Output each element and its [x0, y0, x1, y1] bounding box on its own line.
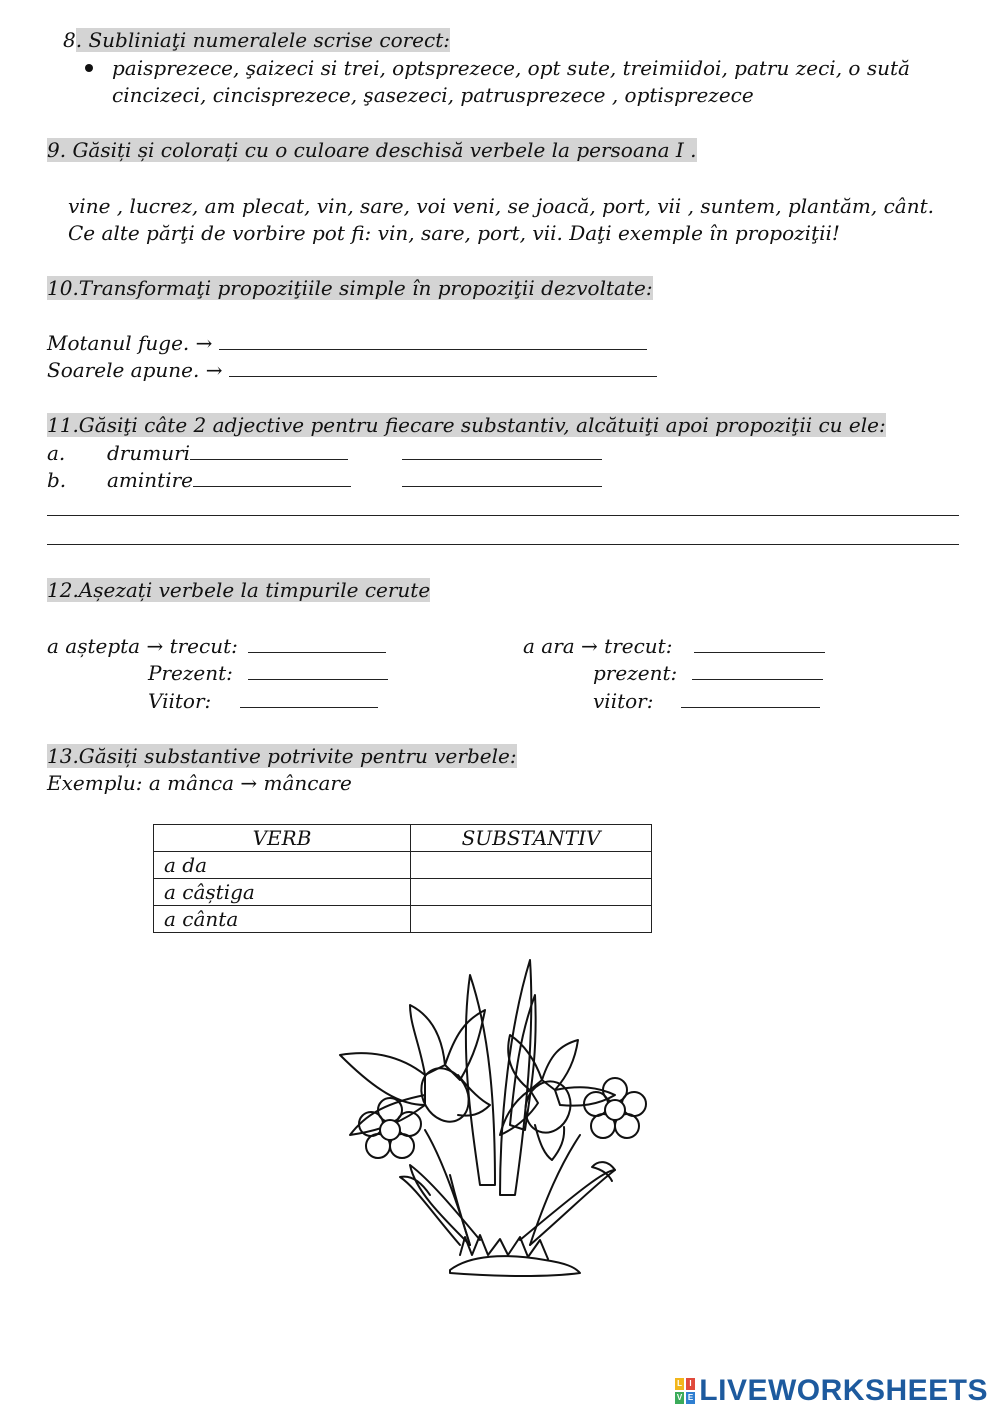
q12-left-past-answer[interactable]	[248, 634, 386, 653]
table-cell-verb: a da	[154, 852, 411, 879]
q10-item-2-answer-line[interactable]	[229, 358, 657, 377]
liveworksheets-logo	[675, 1374, 988, 1408]
q11-item-b-answer-2[interactable]	[402, 468, 602, 487]
brand-mark-letter: I	[686, 1378, 695, 1390]
flower-drawing-icon	[330, 955, 660, 1290]
table-cell-verb: a câștiga	[154, 879, 411, 906]
q11-item-b-label: b.	[47, 468, 67, 492]
bullet-icon	[85, 64, 93, 72]
brand-name: LIVEWORKSHEETS	[699, 1374, 988, 1407]
q10-heading	[47, 275, 653, 301]
q9-heading	[47, 137, 697, 163]
q9-question-line: Ce alte părţi de vorbire pot fi: vin, sare, port, vii. Daţi exemple în propoziţii!	[68, 221, 840, 245]
table-header-row	[154, 825, 652, 852]
q11-title: 11.Găsiţi câte 2 adjective pentru fiecare substantiv, alcătuiţi apoi propoziţii cu ele:	[47, 413, 886, 437]
petal-shape	[410, 1005, 445, 1075]
q12-heading	[47, 577, 430, 603]
table-cell-noun-answer[interactable]	[411, 906, 652, 933]
q8-numerals-line1: paisprezece, şaizeci si trei, optsprezece, opt sute, treimiidoi, patru zeci, o sută	[112, 56, 910, 80]
q11-item-b-word: amintire	[107, 468, 193, 492]
q12-right-future-label: viitor:	[593, 689, 654, 713]
q13-example: Exemplu: a mânca → mâncare	[47, 771, 352, 795]
brand-mark-letter: E	[687, 1393, 694, 1402]
q10-item-1-label: Motanul fuge. →	[47, 331, 213, 355]
q12-right-present-label: prezent:	[593, 661, 678, 685]
q11-item-a	[107, 440, 348, 466]
q12-left-future-label: Viitor:	[148, 689, 212, 713]
trumpet-shape	[412, 1060, 478, 1130]
table-row	[154, 879, 652, 906]
q11-sentence-line-1[interactable]	[47, 515, 959, 516]
trumpet-shape	[535, 1125, 564, 1160]
q9-verbs-line: vine , lucrez, am plecat, vin, sare, voi veni, se joacă, port, vii , suntem, plantăm, cânt.	[68, 194, 934, 218]
q8-heading	[63, 27, 450, 53]
q11-item-a-word: drumuri	[107, 441, 191, 465]
table-row	[154, 906, 652, 933]
q10-item-2	[47, 357, 657, 383]
table-cell-verb: a cânta	[154, 906, 411, 933]
q12-right-future-answer[interactable]	[681, 689, 820, 708]
table-row	[154, 852, 652, 879]
q11-item-b	[107, 467, 351, 493]
petal-shape	[508, 1035, 542, 1090]
q12-right-past-answer[interactable]	[694, 634, 825, 653]
table-cell-noun-answer[interactable]	[411, 852, 652, 879]
q12-right-future-wrap	[681, 688, 820, 714]
q12-left-present-wrap	[248, 660, 388, 686]
daisy-shape	[584, 1078, 646, 1138]
q12-left-future-wrap	[240, 688, 378, 714]
q9-title: 9. Găsiți și colorați cu o culoare deschisă verbele la persoana I .	[47, 138, 697, 162]
verb-noun-table	[153, 824, 652, 933]
q8-numerals-line2: cincizeci, cincisprezece, şasezeci, patrusprezece , optisprezece	[112, 83, 754, 107]
q12-left-verb: a aștepta → trecut:	[47, 634, 238, 658]
leaf-shape	[466, 975, 495, 1185]
q12-left-present-label: Prezent:	[148, 661, 233, 685]
grass-shape	[450, 1256, 580, 1276]
brand-mark-icon	[675, 1378, 695, 1404]
q11-item-a-answer-2-wrap	[402, 440, 602, 466]
table-header-verb: VERB	[154, 825, 411, 852]
q10-title: 10.Transformaţi propoziţiile simple în propoziţii dezvoltate:	[47, 276, 653, 300]
q11-item-a-label: a.	[47, 441, 66, 465]
trumpet-shape	[458, 1075, 490, 1116]
q8-title: . Subliniaţi numeralele scrise corect:	[75, 28, 450, 52]
q12-left-future-answer[interactable]	[240, 689, 378, 708]
q12-left-present-answer[interactable]	[248, 661, 388, 680]
q12-right-present-wrap	[692, 660, 823, 686]
stem-shape	[425, 1130, 470, 1245]
q12-right-present-answer[interactable]	[692, 661, 823, 680]
q11-heading	[47, 412, 886, 438]
q12-right-past-wrap	[694, 633, 825, 659]
table-header-noun: SUBSTANTIV	[411, 825, 652, 852]
q13-heading	[47, 743, 517, 769]
q11-sentence-line-2[interactable]	[47, 544, 959, 545]
q11-item-b-answer-1[interactable]	[193, 468, 351, 487]
q11-item-b-answer-2-wrap	[402, 467, 602, 493]
q10-item-1	[47, 330, 647, 356]
q11-item-a-answer-1[interactable]	[190, 441, 348, 460]
q12-title: 12.Așezați verbele la timpurile cerute	[47, 578, 431, 602]
q8-number: 8	[63, 28, 76, 52]
brand-mark-letter: L	[677, 1379, 683, 1388]
q13-title: 13.Găsiți substantive potrivite pentru verbele:	[47, 744, 517, 768]
table-cell-noun-answer[interactable]	[411, 879, 652, 906]
daisy-shape	[359, 1098, 421, 1158]
q12-right-verb: a ara → trecut:	[523, 634, 673, 658]
leaf-shape	[410, 1165, 480, 1245]
stem-shape	[530, 1135, 580, 1245]
brand-mark-letter: V	[676, 1393, 683, 1402]
q10-item-1-answer-line[interactable]	[219, 331, 647, 350]
q11-item-a-answer-2[interactable]	[402, 441, 602, 460]
q12-left-past-wrap	[248, 633, 386, 659]
q10-item-2-label: Soarele apune. →	[47, 358, 223, 382]
